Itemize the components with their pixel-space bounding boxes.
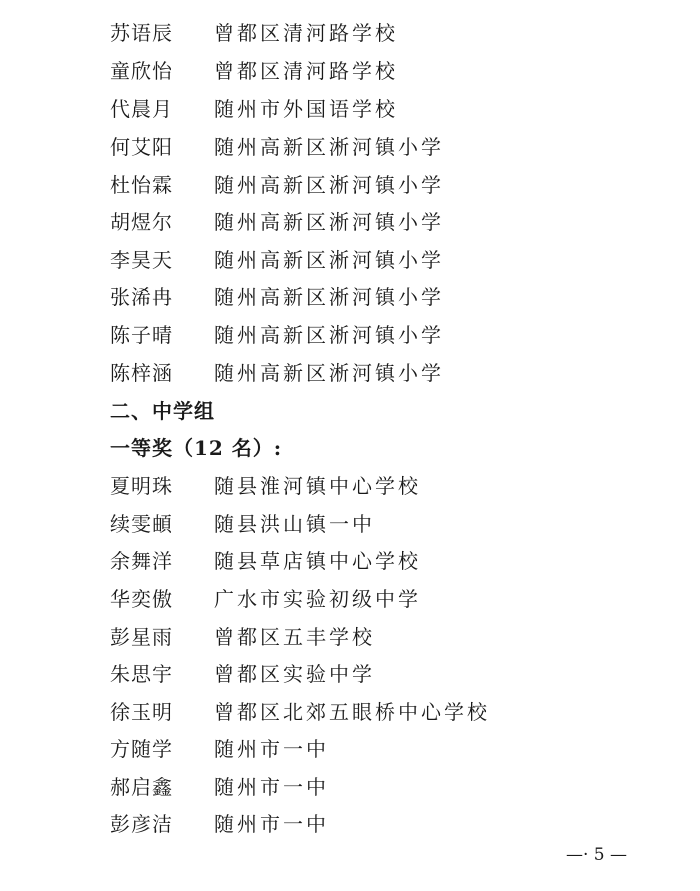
list-item (110, 659, 375, 689)
school-name: 随州高新区淅河镇小学 (214, 361, 444, 385)
school-name: 随州高新区淅河镇小学 (214, 173, 444, 197)
student-name: 彭彦洁 (110, 812, 173, 836)
list-item (110, 18, 398, 48)
student-name: 方随学 (110, 737, 173, 761)
list-item (110, 320, 444, 350)
list-item (110, 809, 329, 839)
list-item (110, 282, 444, 312)
student-name: 杜怡霖 (110, 173, 173, 197)
school-name: 广水市实验初级中学 (214, 587, 421, 611)
section-heading: 二、中学组 (110, 399, 215, 423)
list-item (110, 622, 375, 652)
school-name: 曾都区北郊五眼桥中心学校 (214, 700, 490, 724)
award-heading: 一等奖（12 名）: (110, 436, 283, 460)
student-name: 陈梓涵 (110, 361, 173, 385)
list-item (110, 734, 329, 764)
student-name: 续雯頔 (110, 512, 173, 536)
student-name: 童欣怡 (110, 59, 173, 83)
school-name: 随州高新区淅河镇小学 (214, 248, 444, 272)
list-item (110, 772, 329, 802)
list-item (110, 697, 490, 727)
student-name: 郝启鑫 (110, 775, 173, 799)
student-name: 李昊天 (110, 248, 173, 272)
list-item (110, 132, 444, 162)
student-name: 华奕傲 (110, 587, 173, 611)
list-item (110, 245, 444, 275)
school-name: 随县洪山镇一中 (214, 512, 375, 536)
list-item (110, 584, 421, 614)
school-name: 随州高新区淅河镇小学 (214, 210, 444, 234)
list-item (110, 509, 375, 539)
school-name: 随县淮河镇中心学校 (214, 474, 421, 498)
list-item (110, 471, 421, 501)
school-name: 随州高新区淅河镇小学 (214, 285, 444, 309)
student-name: 余舞洋 (110, 549, 173, 573)
school-name: 随州市外国语学校 (214, 97, 398, 121)
student-name: 胡煜尔 (110, 210, 173, 234)
student-name: 夏明珠 (110, 474, 173, 498)
student-name: 朱思宇 (110, 662, 173, 686)
school-name: 随州市一中 (214, 737, 329, 761)
list-item (110, 207, 444, 237)
student-name: 徐玉明 (110, 700, 173, 724)
student-name: 代晨月 (110, 97, 173, 121)
school-name: 随县草店镇中心学校 (214, 549, 421, 573)
school-name: 随州高新区淅河镇小学 (214, 135, 444, 159)
list-item (110, 170, 444, 200)
student-name: 彭星雨 (110, 625, 173, 649)
student-name: 何艾阳 (110, 135, 173, 159)
student-name: 苏语辰 (110, 21, 173, 45)
school-name: 曾都区清河路学校 (214, 21, 398, 45)
list-item (110, 546, 421, 576)
list-item (110, 56, 398, 86)
list-item (110, 358, 444, 388)
school-name: 曾都区清河路学校 (214, 59, 398, 83)
school-name: 曾都区五丰学校 (214, 625, 375, 649)
student-name: 陈子晴 (110, 323, 173, 347)
school-name: 随州市一中 (214, 775, 329, 799)
school-name: 随州市一中 (214, 812, 329, 836)
student-name: 张浠冉 (110, 285, 173, 309)
list-item (110, 94, 398, 124)
school-name: 随州高新区淅河镇小学 (214, 323, 444, 347)
page-number: —· 5 — (566, 845, 628, 865)
school-name: 曾都区实验中学 (214, 662, 375, 686)
